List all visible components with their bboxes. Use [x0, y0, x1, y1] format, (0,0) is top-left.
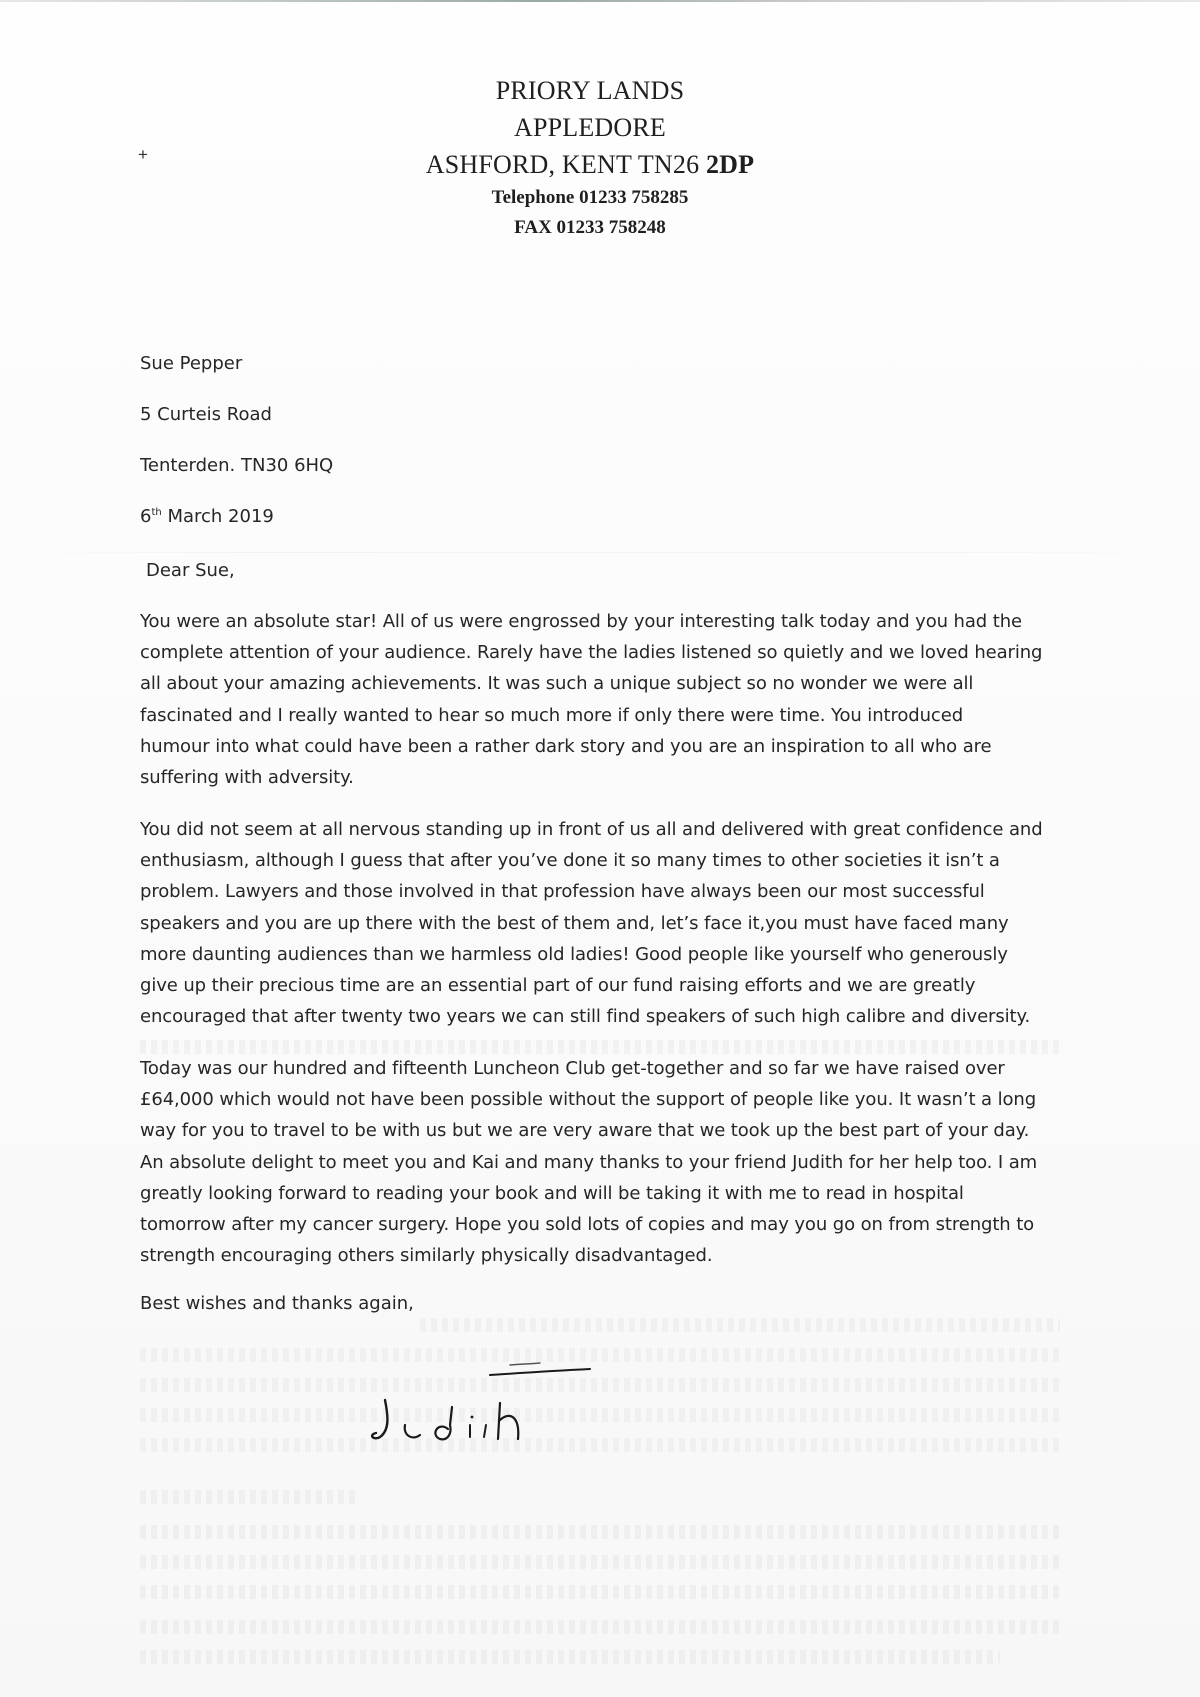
show-through-text: [140, 1490, 360, 1504]
paragraph-line: £64,000 which would not have been possible without the support of people like you. It wasn’t a long: [140, 1089, 1037, 1111]
paragraph-line: fascinated and I really wanted to hear so much more if only there were time. You introduced: [140, 704, 964, 726]
date-day: 6: [140, 506, 152, 527]
paragraph-line: strength encouraging others similarly physically disadvantaged.: [140, 1245, 713, 1267]
closing-line: Best wishes and thanks again,: [140, 1293, 414, 1314]
show-through-text: [140, 1620, 1060, 1634]
paragraph-line: Today was our hundred and fifteenth Luncheon Club get-together and so far we have raised over: [140, 1058, 1005, 1079]
paragraph-line: more daunting audiences than we harmless old ladies! Good people like yourself who generously: [140, 943, 1008, 965]
letterhead: [380, 72, 800, 243]
handwritten-signature: [370, 1355, 630, 1455]
show-through-text: [140, 1555, 1060, 1569]
letterhead-fax: FAX 01233 758248: [514, 217, 666, 238]
letterhead-line1: PRIORY LANDS: [495, 76, 685, 105]
paragraph-line: problem. Lawyers and those involved in that profession have always been our most successful: [140, 881, 985, 903]
paragraph-3: [140, 1053, 1065, 1271]
paragraph-line: You were an absolute star! All of us were engrossed by your interesting talk today and you had the: [140, 611, 1022, 632]
salutation: Dear Sue,: [146, 560, 235, 581]
fold-crease: [0, 552, 1200, 553]
show-through-text: [140, 1585, 1060, 1599]
recipient-town: Tenterden. TN30 6HQ: [140, 455, 334, 476]
page-top-edge: [0, 0, 1200, 2]
paragraph-line: tomorrow after my cancer surgery. Hope you sold lots of copies and may you go on from strength to: [140, 1214, 1035, 1236]
letterhead-line2: APPLEDORE: [513, 113, 667, 142]
show-through-text: [420, 1318, 1060, 1332]
paragraph-line: give up their precious time are an essential part of our fund raising efforts and we are greatly: [140, 975, 976, 997]
date-month-year: March 2019: [167, 506, 274, 527]
margin-plus-mark: +: [138, 145, 148, 164]
paragraph-line: complete attention of your audience. Rarely have the ladies listened so quietly and we loved hearing: [140, 642, 1043, 664]
paragraph-1: [140, 606, 1065, 793]
letterhead-postcode-part1: TN26: [637, 150, 700, 179]
paragraph-line: enthusiasm, although I guess that after you’ve done it so many times to other societies it isn’t a: [140, 850, 1000, 872]
paragraph-line: all about your amazing achievements. It was such a unique subject so no wonder we were all: [140, 673, 974, 695]
paragraph-line: You did not seem at all nervous standing up in front of us all and delivered with great confidence and: [140, 819, 1043, 840]
show-through-text: [140, 1525, 1060, 1539]
paragraph-line: greatly looking forward to reading your book and will be taking it with me to read in hospital: [140, 1182, 964, 1204]
recipient-street: 5 Curteis Road: [140, 404, 272, 425]
paragraph-line: suffering with adversity.: [140, 767, 354, 789]
letterhead-line3: [380, 146, 800, 183]
letterhead-town: ASHFORD, KENT: [425, 150, 632, 179]
paragraph-line: An absolute delight to meet you and Kai and many thanks to your friend Judith for her help too. I am: [140, 1151, 1038, 1173]
letter-date: [140, 506, 274, 527]
letterhead-postcode-part2: 2DP: [705, 150, 755, 179]
show-through-text: [140, 1650, 1000, 1664]
paragraph-line: way for you to travel to be with us but we are very aware that we took up the best part of your day.: [140, 1120, 1030, 1142]
date-suffix: th: [151, 507, 162, 518]
paragraph-line: speakers and you are up there with the best of them and, let’s face it,you must have faced many: [140, 912, 1009, 934]
paragraph-2: [140, 814, 1065, 1032]
letterhead-telephone: Telephone 01233 758285: [491, 187, 689, 208]
paragraph-line: encouraged that after twenty two years we can still find speakers of such high calibre and diversity.: [140, 1006, 1031, 1028]
show-through-text: [140, 1040, 1060, 1054]
recipient-name: Sue Pepper: [140, 353, 243, 374]
paragraph-line: humour into what could have been a rather dark story and you are an inspiration to all who are: [140, 735, 992, 757]
